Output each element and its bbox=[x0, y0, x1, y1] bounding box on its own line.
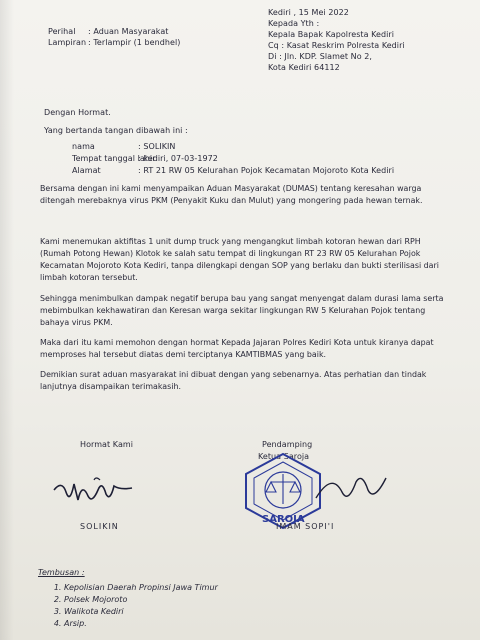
lampiran-value: : Terlampir (1 bendhel) bbox=[88, 38, 181, 47]
closing-right-title: Pendamping bbox=[262, 440, 313, 449]
identity-value: : SOLIKIN bbox=[138, 142, 176, 151]
recipient-line: Kota Kediri 64112 bbox=[268, 63, 340, 72]
identity-label: Tempat tanggal lahir bbox=[72, 154, 156, 163]
copies-title: Tembusan : bbox=[38, 568, 85, 577]
signature-solikin bbox=[48, 470, 138, 510]
copies-item: 1. Kepolisian Daerah Propinsi Jawa Timur bbox=[64, 582, 218, 594]
signer-right-name: IMAM SOPI'I bbox=[276, 522, 335, 531]
lampiran-label: Lampiran bbox=[48, 38, 87, 47]
identity-value: : kediri, 07-03-1972 bbox=[138, 154, 218, 163]
header-left bbox=[48, 27, 180, 49]
recipient-line: Di : Jln. KDP. Slamet No 2, bbox=[268, 52, 372, 61]
signature-imam bbox=[312, 468, 392, 508]
perihal-value: : Aduan Masyarakat bbox=[88, 27, 169, 36]
identity-value: : RT 21 RW 05 Kelurahan Pojok Kecamatan Mojoroto Kota Kediri bbox=[138, 166, 395, 175]
identity-label: Alamat bbox=[72, 166, 101, 175]
closing-left: Hormat Kami bbox=[80, 440, 134, 449]
place-date: Kediri , 15 Mei 2022 bbox=[268, 8, 349, 17]
seal-text: SAROJA bbox=[262, 514, 305, 525]
body-paragraph: Demikian surat aduan masyarakat ini dibuat dengan yang sebenarnya. Atas perhatian dan tindak lanjutnya disampaikan terimakasih. bbox=[40, 370, 427, 391]
copies-item: 2. Polsek Mojoroto bbox=[64, 594, 218, 606]
salutation: Dengan Hormat. bbox=[44, 108, 111, 117]
copies-item: 3. Walikota Kediri bbox=[64, 606, 218, 618]
identity-block bbox=[72, 142, 394, 178]
closing-right-subtitle: Ketua Saroja bbox=[258, 452, 310, 461]
signer-left-name: SOLIKIN bbox=[80, 522, 119, 531]
recipient-line: Kepala Bapak Kapolresta Kediri bbox=[268, 30, 395, 39]
copies-list bbox=[50, 582, 218, 630]
copies-item: 4. Arsip. bbox=[64, 618, 218, 630]
body-paragraph: Bersama dengan ini kami menyampaikan Aduan Masyarakat (DUMAS) tentang keresahan warga ditengah merebaknya virus PKM (Penyakit Kuku dan Mulut) yang mongering pada hewan ternak. bbox=[40, 184, 423, 205]
body-paragraph: Maka dari itu kami memohon dengan hormat Kepada Jajaran Polres Kediri Kota untuk kiranya dapat memproses hal tersebut diatas demi terciptanya KAMTIBMAS yang baik. bbox=[40, 338, 434, 359]
recipient-line: Cq : Kasat Reskrim Polresta Kediri bbox=[268, 41, 405, 50]
body-paragraph: Kami menemukan aktifitas 1 unit dump truck yang mengangkut limbah kotoran hewan dari RPH (Rumah Potong Hewan) Klotok ke salah satu tempat di lingkungan RT 23 RW 05 Kelurahan Pojok Kecamatan Mojoroto Kota Kediri, tanpa dilengkapi dengan SOP yang berlaku dan bukti sterilisasi dari limbah kotoran tersebut. bbox=[40, 237, 439, 282]
intro-line: Yang bertanda tangan dibawah ini : bbox=[44, 126, 188, 135]
perihal-label: Perihal bbox=[48, 27, 76, 36]
recipient-block bbox=[268, 18, 405, 73]
body-paragraph: Sehingga menimbulkan dampak negatif berupa bau yang sangat menyengat dalam durasi lama serta mebimbulkan kekhawatiran dan Keresan warga sekitar lingkungan RW 5 Kelurahan Pojok tentang bahaya virus PKM. bbox=[40, 294, 444, 327]
recipient-line: Kepada Yth : bbox=[268, 19, 320, 28]
page-edge-shadow bbox=[0, 0, 14, 640]
identity-label: nama bbox=[72, 142, 95, 151]
